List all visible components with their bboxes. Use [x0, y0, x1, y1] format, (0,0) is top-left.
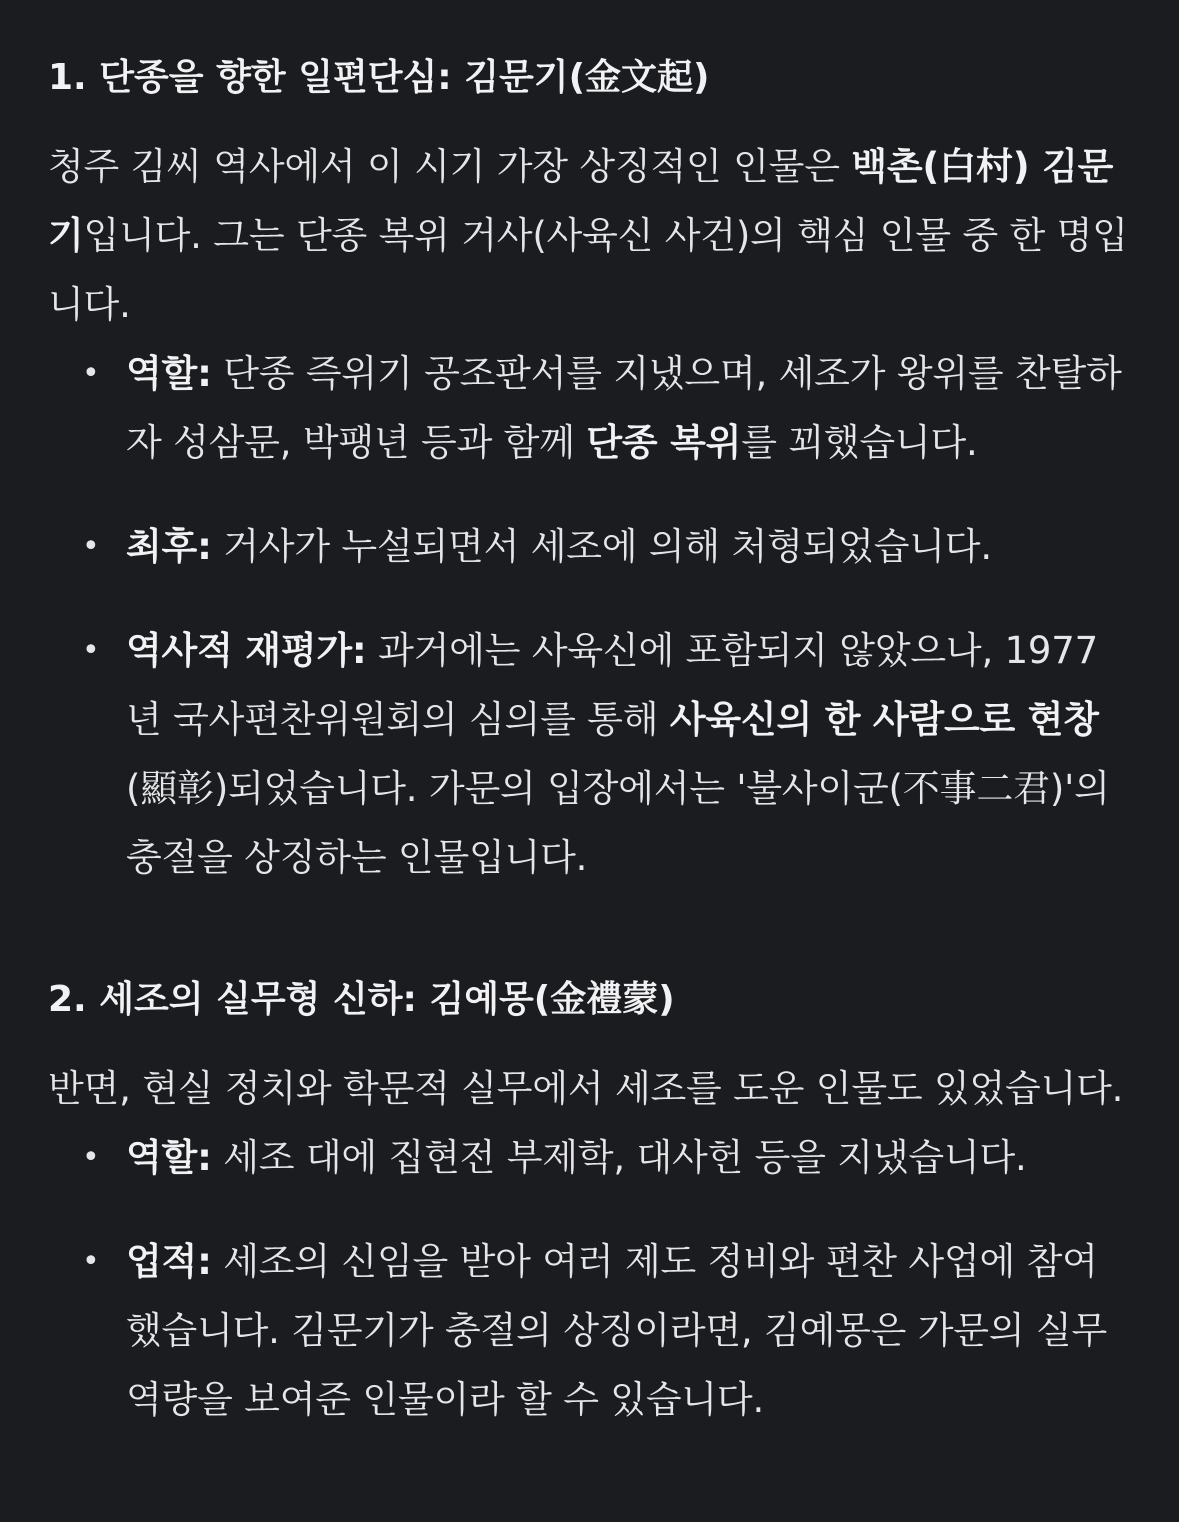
item-text: 세조의 신임을 받아 여러 제도 정비와 편찬 사업에 참여했습니다. 김문기가 충절의 상징이라면, 김예몽은 가문의 실무 역량을 보여준 인물이라 할 수 있습니다.: [126, 1240, 1108, 1421]
item-label: 역할:: [126, 352, 212, 395]
item-label: 업적:: [126, 1240, 212, 1283]
intro-text-pre: 청주 김씨 역사에서 이 시기 가장 상징적인 인물은: [48, 145, 852, 188]
bullet-icon: •: [82, 1140, 100, 1175]
item-text-post: 를 꾀했습니다.: [741, 421, 978, 464]
item-emphasis: 사육신의 한 사람으로 현창: [669, 698, 1099, 741]
list-item-reevaluation: [82, 616, 1131, 892]
bullet-icon: •: [82, 633, 100, 668]
item-label: 역할:: [126, 1136, 212, 1179]
section-heading-kim-yemong: 2. 세조의 실무형 신하: 김예몽(金禮蒙): [48, 979, 675, 1020]
item-text-pre: 단종 즉위기 공조판서를 지냈으며, 세조가 왕위를 찬탈하자 성삼문, 박팽년 등과 함께: [126, 352, 1122, 464]
item-emphasis: 단종 복위: [586, 421, 742, 464]
bullet-icon: •: [82, 356, 100, 391]
list-item-role: [82, 339, 1131, 477]
item-label: 최후:: [126, 525, 212, 568]
bullet-icon: •: [82, 1244, 100, 1279]
item-label: 역사적 재평가:: [126, 629, 367, 672]
intro-emphasis: 백촌(白村) 김문기: [48, 145, 1114, 257]
item-text: 거사가 누설되면서 세조에 의해 처형되었습니다.: [211, 525, 992, 568]
list-item-role: [82, 1123, 1131, 1192]
list-item-end: [82, 512, 1131, 581]
item-text-post: (顯彰)되었습니다. 가문의 입장에서는 '불사이군(不事二君)'의 충절을 상징하는 인물입니다.: [126, 767, 1110, 879]
bullet-list-section1: [48, 339, 1131, 892]
section-intro-paragraph: 반면, 현실 정치와 학문적 실무에서 세조를 도운 인물도 있었습니다.: [48, 1067, 1124, 1110]
bullet-icon: •: [82, 529, 100, 564]
item-text-pre: 과거에는 사육신에 포함되지 않았으나, 1977년 국사편찬위원회의 심의를 통해: [126, 629, 1098, 741]
list-item-achievement: [82, 1227, 1131, 1434]
item-text: 세조 대에 집현전 부제학, 대사헌 등을 지냈습니다.: [211, 1136, 1027, 1179]
section-intro-paragraph: [48, 132, 1131, 339]
bullet-list-section2: [48, 1123, 1131, 1434]
intro-text-post: 입니다. 그는 단종 복위 거사(사육신 사건)의 핵심 인물 중 한 명입니다.: [48, 214, 1128, 326]
section-heading-kim-mungi: 1. 단종을 향한 일편단심: 김문기(金文起): [48, 57, 710, 98]
